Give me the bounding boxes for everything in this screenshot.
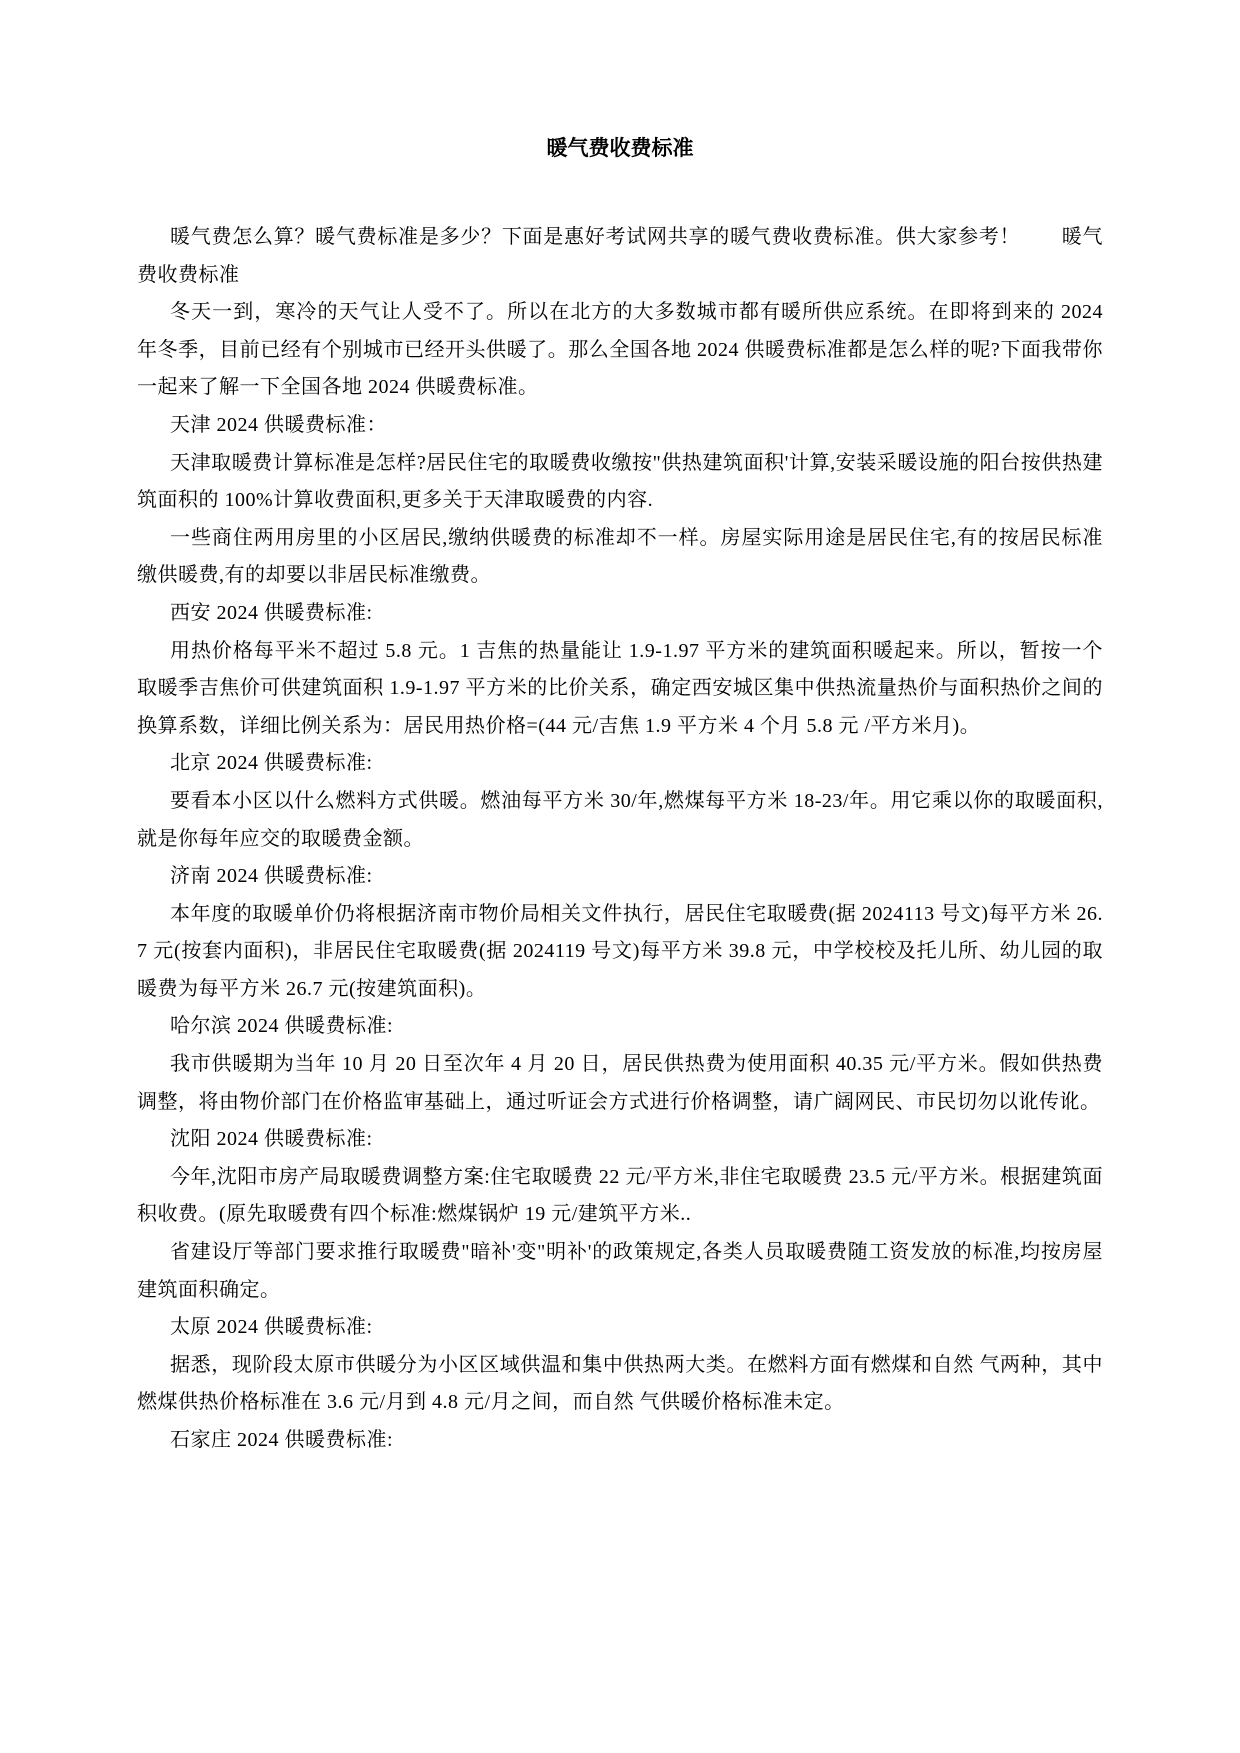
heading-shenyang: 沈阳 2024 供暖费标准: — [170, 1128, 373, 1151]
heading-shijiazhuang: 石家庄 2024 供暖费标准: — [170, 1429, 394, 1451]
heading-haerbin: 哈尔滨 2024 供暖费标准: — [170, 1015, 394, 1038]
tianjin-detail-1: 天津取暖费计算标准是怎样?居民住宅的取暖费收缴按"供热建筑面积'计算,安装采暖设施的阳台按供热建筑面积的 100%计算收费面积,更多关于天津取暖费的内容. — [137, 451, 1103, 512]
page-title: 暖气费收费标准 — [546, 136, 694, 160]
xian-detail: 用热价格每平米不超过 5.8 元。1 吉焦的热量能让 1.9-1.97 平方米的建筑面积暖起来。所以，暂按一个取暖季吉焦价可供建筑面积 1.9-1.97 平方米的比价关系，确定西安城区集中供热流量热价与面积热价之间的换算系数，详细比例关系为：居民用热价格=(44 元/吉焦 1.9 平方米 4 个月 5.8 元 /平方米月)。 — [137, 639, 1103, 737]
taiyuan-detail: 据悉，现阶段太原市供暖分为小区区域供温和集中供热两大类。在燃料方面有燃煤和自然 气两种，其中燃煤供热价格标准在 3.6 元/月到 4.8 元/月之间，而自然 气供暖价格标准未定。 — [137, 1353, 1103, 1414]
heading-xian: 西安 2024 供暖费标准: — [170, 601, 373, 624]
haerbin-detail: 我市供暖期为当年 10 月 20 日至次年 4 月 20 日，居民供热费为使用面积 40.35 元/平方米。假如供热费调整，将由物价部门在价格监审基础上，通过听证会方式进行价格调整，请广阔网民、市民切勿以讹传讹。 — [137, 1053, 1103, 1113]
jinan-detail: 本年度的取暖单价仍将根据济南市物价局相关文件执行，居民住宅取暖费(据 2024113 号文)每平方米 26.7 元(按套内面积)，非居民住宅取暖费(据 2024119 号文)每平方米 39.8 元，中学校校及托儿所、幼儿园的取暖费为每平方米 26.7 元(按建筑面积)。 — [137, 902, 1103, 1000]
heading-taiyuan: 太原 2024 供暖费标准: — [170, 1316, 373, 1339]
overview-paragraph: 冬天一到，寒冷的天气让人受不了。所以在北方的大多数城市都有暖所供应系统。在即将到来的 2024 年冬季，目前已经有个别城市已经开头供暖了。那么全国各地 2024 供暖费标准都是怎么样的呢?下面我带你一起来了解一下全国各地 2024 供暖费标准。 — [137, 301, 1103, 399]
document-content — [137, 129, 1103, 1460]
intro-paragraph: 暖气费怎么算？暖气费标准是多少？下面是惠好考试网共享的暖气费收费标准。供大家参考！ 暖气费收费标准 — [137, 226, 1103, 286]
shenyang-detail-1: 今年,沈阳市房产局取暖费调整方案:住宅取暖费 22 元/平方米,非住宅取暖费 23.5 元/平方米。根据建筑面积收费。(原先取暖费有四个标准:燃煤锅炉 19 元/建筑平方米.. — [137, 1165, 1103, 1226]
tianjin-detail-2: 一些商住两用房里的小区居民,缴纳供暖费的标准却不一样。房屋实际用途是居民住宅,有的按居民标准缴供暖费,有的却要以非居民标准缴费。 — [137, 526, 1103, 587]
beijing-detail: 要看本小区以什么燃料方式供暖。燃油每平方米 30/年,燃煤每平方米 18-23/年。用它乘以你的取暖面积,就是你每年应交的取暖费金额。 — [137, 789, 1103, 850]
heading-jinan: 济南 2024 供暖费标准: — [170, 865, 373, 888]
heading-beijing: 北京 2024 供暖费标准: — [170, 752, 373, 775]
heading-tianjin: 天津 2024 供暖费标准： — [170, 413, 387, 436]
shenyang-detail-2: 省建设厅等部门要求推行取暖费"暗补'变"明补'的政策规定,各类人员取暖费随工资发放的标准,均按房屋建筑面积确定。 — [137, 1241, 1103, 1301]
